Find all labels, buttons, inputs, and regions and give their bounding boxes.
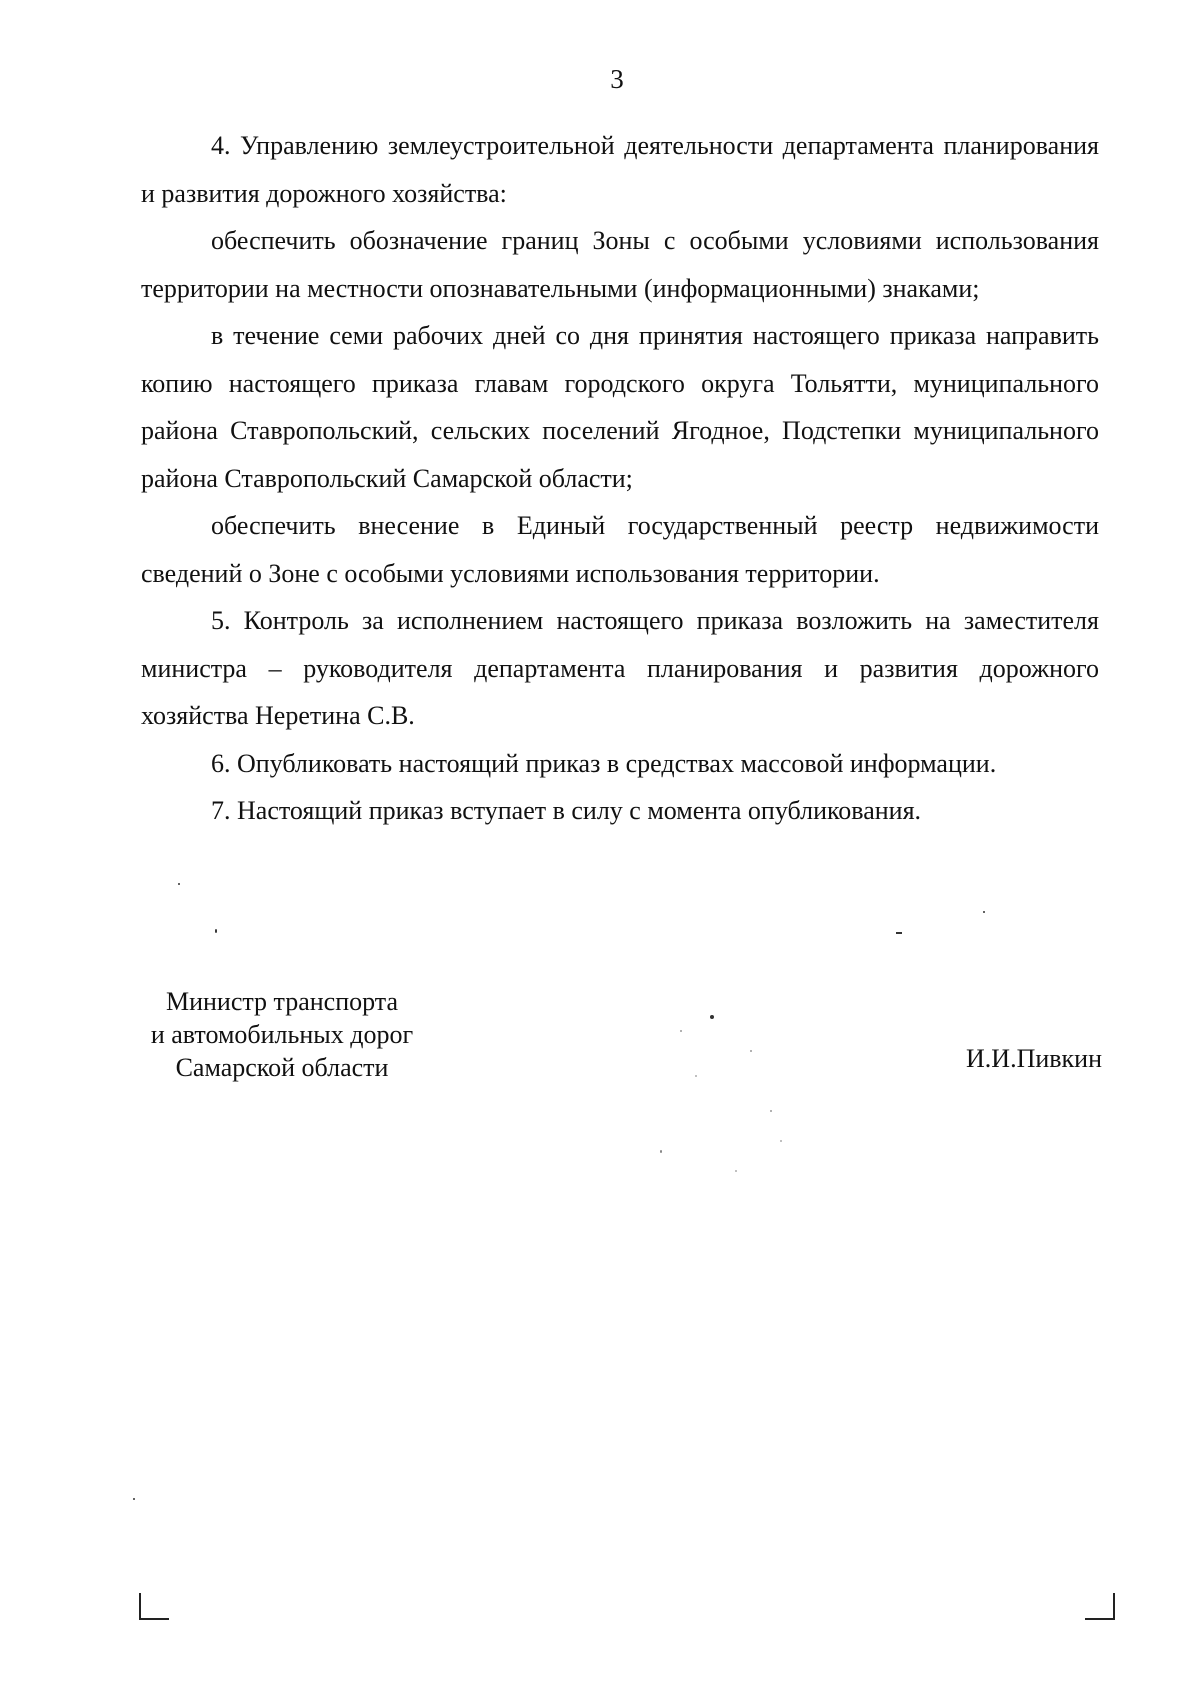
paragraph-registry-entry: обеспечить внесение в Единый государственный реестр недвижимости сведений о Зоне с особыми условиями использования территории. xyxy=(141,511,1099,588)
signatory-title xyxy=(132,985,432,1084)
signatory-title-line: и автомобильных дорог xyxy=(150,1020,414,1049)
paragraph-item-7: 7. Настоящий приказ вступает в силу с момента опубликования. xyxy=(211,796,922,825)
paragraph-mark-boundaries: обеспечить обозначение границ Зоны с особыми условиями использования территории на местности опознавательными (информационными) знаками; xyxy=(141,226,1099,303)
signatory-name: И.И.Пивкин xyxy=(966,1044,1102,1073)
signatory-title-line: Министр транспорта xyxy=(165,987,399,1016)
paragraph-item-6: 6. Опубликовать настоящий приказ в средствах массовой информации. xyxy=(211,748,997,778)
page-number: 3 xyxy=(610,64,624,94)
paragraph-send-copies: в течение семи рабочих дней со дня принятия настоящего приказа направить копию настоящего приказа главам городского округа Тольятти, муниципального района Ставропольский, сельских поселений Ягодное, Подстепки муниципального района Ставропольский Самарской области; xyxy=(141,321,1099,493)
stamp-speck xyxy=(660,1150,662,1153)
stamp-speck xyxy=(680,1030,682,1032)
stamp-speck xyxy=(770,1110,772,1112)
order-body xyxy=(141,122,1099,835)
scan-speck xyxy=(983,911,985,913)
scan-speck xyxy=(178,883,180,885)
stamp-speck xyxy=(780,1140,782,1142)
scan-speck xyxy=(133,1498,135,1500)
paragraph-item-5: 5. Контроль за исполнением настоящего приказа возложить на заместителя министра – руководителя департамента планирования и развития дорожного хозяйства Неретина С.В. xyxy=(141,606,1099,730)
stamp-speck xyxy=(710,1015,714,1019)
stamp-speck xyxy=(750,1050,752,1052)
signatory-title-line: Самарской области xyxy=(175,1053,389,1082)
margin-corner-left xyxy=(139,1593,169,1620)
stamp-speck xyxy=(695,1075,697,1077)
faded-stamp xyxy=(660,990,860,1210)
scan-speck xyxy=(215,929,217,933)
paragraph-item-4: 4. Управлению землеустроительной деятельности департамента планирования и развития дорожного хозяйства: xyxy=(141,131,1099,208)
margin-corner-right xyxy=(1085,1593,1115,1620)
scan-speck xyxy=(896,932,902,934)
stamp-speck xyxy=(735,1170,737,1172)
